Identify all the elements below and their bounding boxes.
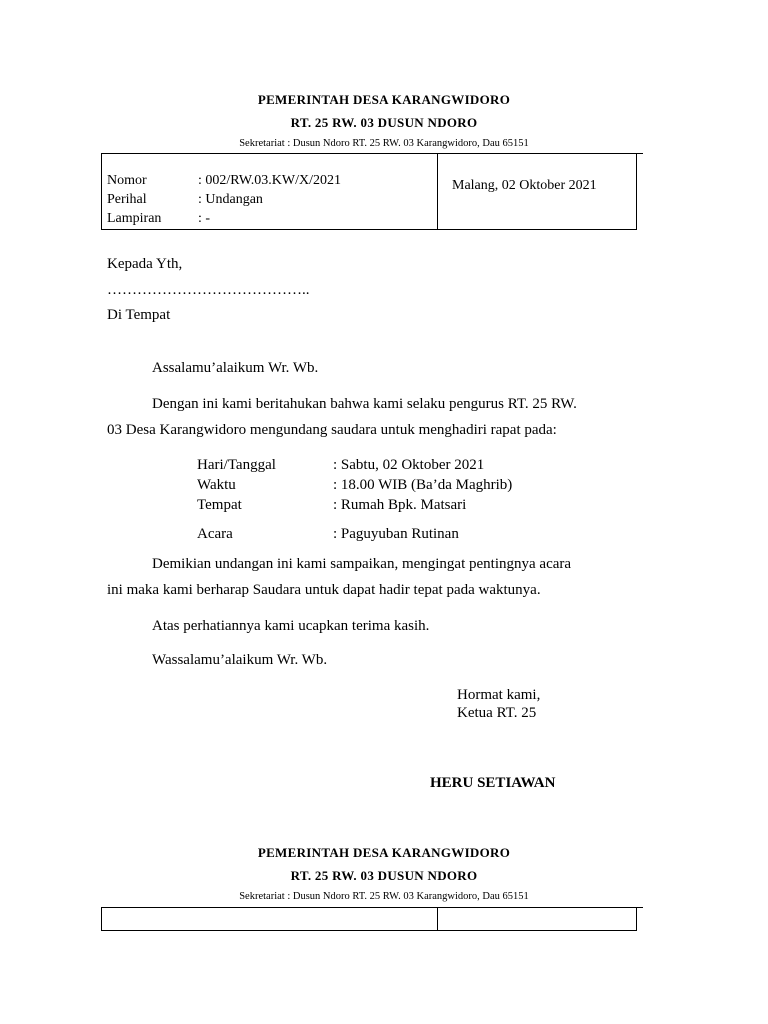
- signature-title: Ketua RT. 25: [457, 705, 537, 721]
- intro-line-1: Dengan ini kami beritahukan bahwa kami selaku pengurus RT. 25 RW.: [152, 396, 577, 412]
- meta-box-2-right-border: [636, 907, 637, 931]
- signature-regards: Hormat kami,: [457, 687, 541, 703]
- signatory-name: HERU SETIAWAN: [430, 775, 556, 791]
- meta-box-top-border: [101, 153, 643, 154]
- detail-label: Hari/Tanggal: [197, 457, 276, 473]
- letterhead-unit-2: RT. 25 RW. 03 DUSUN NDORO: [290, 868, 478, 883]
- detail-label: Acara: [197, 526, 233, 542]
- closing-line-1: Demikian undangan ini kami sampaikan, mengingat pentingnya acara: [152, 556, 572, 572]
- thanks-line: Atas perhatiannya kami ucapkan terima kasih.: [152, 618, 430, 634]
- detail-value: : Sabtu, 02 Oktober 2021: [333, 457, 485, 473]
- perihal-label: Perihal: [107, 192, 147, 207]
- meta-box-2-left-border: [101, 907, 102, 931]
- detail-value: : 18.00 WIB (Ba’da Maghrib): [333, 477, 513, 493]
- nomor-value: : 002/RW.03.KW/X/2021: [198, 173, 341, 188]
- closing-line-2: ini maka kami berharap Saudara untuk dapat hadir tepat pada waktunya.: [107, 582, 541, 598]
- lampiran-label: Lampiran: [107, 211, 162, 226]
- meta-box-divider: [437, 153, 438, 230]
- opening-salam: Assalamu’alaikum Wr. Wb.: [152, 360, 319, 376]
- meta-box-2-top-border: [101, 907, 643, 908]
- closing-salam: Wassalamu’alaikum Wr. Wb.: [152, 652, 328, 668]
- letterhead-unit: RT. 25 RW. 03 DUSUN NDORO: [290, 115, 478, 130]
- detail-value: : Paguyuban Rutinan: [333, 526, 459, 542]
- recipient-name-placeholder: …………………………………..: [107, 282, 310, 298]
- meta-box-left-border: [101, 153, 102, 230]
- intro-line-2: 03 Desa Karangwidoro mengundang saudara untuk menghadiri rapat pada:: [107, 422, 557, 438]
- recipient-place: Di Tempat: [107, 307, 171, 323]
- letter-date: Malang, 02 Oktober 2021: [452, 178, 597, 193]
- meta-box-2-divider: [437, 907, 438, 931]
- letterhead-address: Sekretariat : Dusun Ndoro RT. 25 RW. 03 Karangwidoro, Dau 65151: [239, 138, 529, 149]
- letterhead-address-2: Sekretariat : Dusun Ndoro RT. 25 RW. 03 Karangwidoro, Dau 65151: [239, 891, 529, 902]
- meta-box-2-bottom-border: [101, 930, 637, 931]
- lampiran-value: : -: [198, 211, 211, 226]
- recipient-greeting: Kepada Yth,: [107, 256, 183, 272]
- meta-box-bottom-border: [101, 229, 637, 230]
- letterhead-org-2: PEMERINTAH DESA KARANGWIDORO: [257, 845, 511, 860]
- detail-label: Waktu: [197, 477, 236, 493]
- detail-label: Tempat: [197, 497, 242, 513]
- detail-value: : Rumah Bpk. Matsari: [333, 497, 467, 513]
- letterhead-org: PEMERINTAH DESA KARANGWIDORO: [257, 92, 511, 107]
- meta-box-right-border: [636, 153, 637, 230]
- perihal-value: : Undangan: [198, 192, 263, 207]
- nomor-label: Nomor: [107, 173, 147, 188]
